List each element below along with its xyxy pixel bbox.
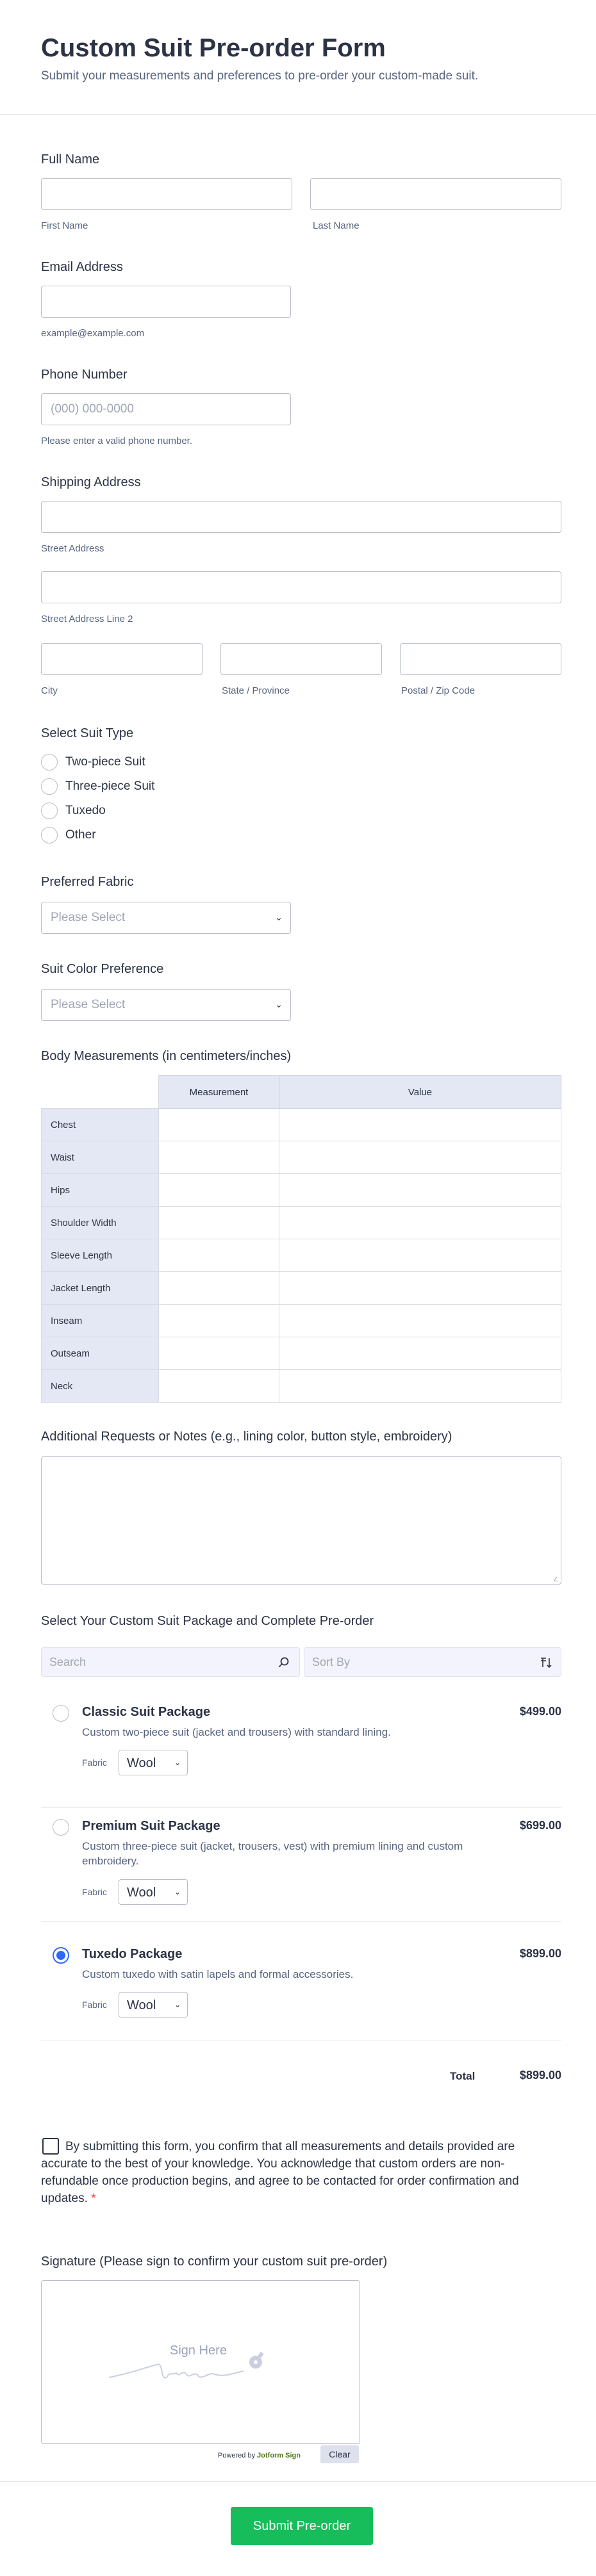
clear-signature-button[interactable]: Clear	[320, 2445, 359, 2463]
package-item-tuxedo[interactable]	[41, 1943, 561, 2039]
phone-label: Phone Number	[41, 368, 128, 382]
divider	[41, 1807, 561, 1808]
product-search-input[interactable]	[41, 1647, 300, 1677]
measurements-table	[41, 1075, 561, 1403]
form-header	[0, 0, 596, 115]
package-price: $499.00	[519, 1705, 561, 1718]
table-row	[42, 1207, 561, 1239]
consent-text: By submitting this form, you confirm that all measurements and details provided are accurate to the best of your knowledge. You acknowledge that custom orders are non-refundable once production begins, and agree to be contacted for order confirmation and updates.	[41, 2140, 519, 2205]
suit-type-option-tuxedo[interactable]	[41, 801, 106, 820]
suit-type-option-two-piece[interactable]	[41, 753, 145, 772]
email-label: Email Address	[41, 260, 123, 274]
street2-input[interactable]	[41, 571, 561, 603]
row-header-outseam: Outseam	[42, 1337, 159, 1370]
sort-by-select[interactable]	[304, 1647, 561, 1677]
first-name-input[interactable]	[41, 178, 292, 210]
city-sublabel: City	[41, 685, 58, 696]
package-option-label: Fabric	[82, 1757, 107, 1768]
row-header-hips: Hips	[42, 1174, 159, 1207]
last-name-input[interactable]	[310, 178, 561, 210]
address-label: Shipping Address	[41, 475, 141, 489]
radio-circle[interactable]	[41, 827, 58, 844]
package-item-premium[interactable]	[41, 1815, 561, 1918]
table-row	[42, 1370, 561, 1403]
sort-icon[interactable]	[539, 1656, 553, 1670]
consent-text-block	[41, 2138, 554, 2207]
value-cell[interactable]	[279, 1305, 561, 1337]
package-option-label: Fabric	[82, 2000, 107, 2010]
fabric-select[interactable]	[41, 902, 291, 934]
value-cell[interactable]	[279, 1239, 561, 1272]
street-sublabel: Street Address	[41, 543, 104, 554]
last-name-sublabel: Last Name	[313, 220, 360, 231]
package-fabric-select[interactable]	[119, 1992, 188, 2018]
packages-label: Select Your Custom Suit Package and Complete Pre-order	[41, 1614, 374, 1628]
zip-sublabel: Postal / Zip Code	[401, 685, 476, 696]
package-price: $699.00	[519, 1819, 561, 1832]
form-subtitle: Submit your measurements and preferences to pre-order your custom-made suit.	[41, 69, 479, 83]
package-radio[interactable]	[53, 1819, 69, 1836]
fabric-value: Wool	[127, 1886, 156, 1900]
package-description: Custom three-piece suit (jacket, trousers, vest) with premium lining and custom embroidery.	[82, 1840, 463, 1867]
first-name-sublabel: First Name	[41, 220, 88, 231]
email-input[interactable]	[41, 286, 291, 318]
color-select[interactable]	[41, 989, 291, 1021]
powered-brand[interactable]: Jotform Sign	[257, 2452, 301, 2459]
measurement-cell[interactable]	[159, 1141, 279, 1174]
city-input[interactable]	[41, 643, 203, 675]
row-header-jacket-length: Jacket Length	[42, 1272, 159, 1305]
measurement-cell[interactable]	[159, 1239, 279, 1272]
chevron-down-icon: ⌄	[275, 912, 283, 922]
footer-divider	[0, 2481, 596, 2482]
sort-placeholder: Sort By	[312, 1656, 351, 1668]
radio-circle[interactable]	[41, 754, 58, 770]
suit-type-option-three-piece[interactable]	[41, 777, 154, 796]
table-row	[42, 1337, 561, 1370]
table-row	[42, 1109, 561, 1141]
package-title: Classic Suit Package	[82, 1705, 211, 1719]
measurement-cell[interactable]	[159, 1337, 279, 1370]
total-label: Total	[450, 2070, 476, 2082]
package-item-classic[interactable]	[41, 1701, 561, 1797]
chevron-down-icon: ⌄	[174, 2000, 181, 2009]
package-description: Custom two-piece suit (jacket and trousers) with standard lining.	[82, 1726, 391, 1738]
suit-type-label: Select Suit Type	[41, 726, 134, 740]
signature-pad[interactable]	[41, 2280, 360, 2444]
phone-placeholder: (000) 000-0000	[51, 402, 134, 416]
value-cell[interactable]	[279, 1370, 561, 1403]
value-cell[interactable]	[279, 1174, 561, 1207]
street-input[interactable]	[41, 501, 561, 533]
radio-circle[interactable]	[41, 778, 58, 795]
row-header-waist: Waist	[42, 1141, 159, 1174]
package-fabric-select[interactable]	[119, 1750, 188, 1775]
value-cell[interactable]	[279, 1109, 561, 1141]
sign-here-hint: Sign Here	[170, 2344, 227, 2358]
suit-type-option-other[interactable]	[41, 826, 96, 845]
table-row	[42, 1174, 561, 1207]
radio-circle[interactable]	[41, 803, 58, 819]
measurements-label: Body Measurements (in centimeters/inches)	[41, 1049, 292, 1063]
divider	[41, 1921, 561, 1922]
package-price: $899.00	[519, 1947, 561, 1960]
radio-label: Other	[65, 828, 96, 842]
value-cell[interactable]	[279, 1337, 561, 1370]
phone-input[interactable]	[41, 393, 291, 425]
value-cell[interactable]	[279, 1207, 561, 1239]
measurement-cell[interactable]	[159, 1272, 279, 1305]
package-title: Premium Suit Package	[82, 1819, 220, 1833]
powered-prefix: Powered by	[218, 2452, 256, 2459]
chevron-down-icon: ⌄	[174, 1758, 181, 1767]
fabric-placeholder: Please Select	[51, 911, 126, 924]
notes-textarea[interactable]	[41, 1456, 561, 1585]
powered-by-text	[218, 2452, 301, 2459]
row-header-shoulder-width: Shoulder Width	[42, 1207, 159, 1239]
table-row	[42, 1305, 561, 1337]
package-option-label: Fabric	[82, 1887, 107, 1897]
table-row	[42, 1141, 561, 1174]
value-cell[interactable]	[279, 1272, 561, 1305]
required-asterisk: *	[91, 2192, 96, 2205]
color-placeholder: Please Select	[51, 998, 126, 1011]
table-corner	[42, 1076, 159, 1109]
chevron-down-icon: ⌄	[174, 1887, 181, 1896]
signature-scribble-icon	[106, 2342, 298, 2387]
measurement-cell[interactable]	[159, 1305, 279, 1337]
total-value: $899.00	[519, 2069, 561, 2082]
form-title: Custom Suit Pre-order Form	[41, 34, 386, 62]
package-description: Custom tuxedo with satin lapels and formal accessories.	[82, 1968, 354, 1980]
measurement-cell[interactable]	[159, 1207, 279, 1239]
email-sublabel: example@example.com	[41, 328, 145, 339]
radio-label: Three-piece Suit	[65, 779, 155, 793]
radio-label: Tuxedo	[65, 804, 106, 817]
row-header-neck: Neck	[42, 1370, 159, 1403]
package-fabric-select[interactable]	[119, 1879, 188, 1905]
column-header-measurement: Measurement	[159, 1076, 279, 1109]
chevron-down-icon: ⌄	[275, 999, 283, 1009]
submit-button[interactable]: Submit Pre-order	[231, 2507, 373, 2545]
state-sublabel: State / Province	[222, 685, 290, 696]
fabric-value: Wool	[127, 1756, 156, 1770]
search-icon[interactable]	[277, 1656, 290, 1669]
fabric-value: Wool	[127, 1998, 156, 2012]
notes-label: Additional Requests or Notes (e.g., lining color, button style, embroidery)	[41, 1430, 452, 1444]
table-row	[42, 1239, 561, 1272]
search-placeholder: Search	[49, 1656, 87, 1668]
package-title: Tuxedo Package	[82, 1947, 183, 1961]
package-radio[interactable]	[53, 1705, 69, 1722]
package-radio-selected[interactable]	[53, 1947, 69, 1964]
row-header-chest: Chest	[42, 1109, 159, 1141]
radio-label: Two-piece Suit	[65, 755, 145, 769]
value-cell[interactable]	[279, 1141, 561, 1174]
street2-sublabel: Street Address Line 2	[41, 614, 133, 624]
phone-sublabel: Please enter a valid phone number.	[41, 436, 192, 446]
state-input[interactable]	[220, 643, 382, 675]
color-label: Suit Color Preference	[41, 962, 164, 976]
signature-label: Signature (Please sign to confirm your custom suit pre-order)	[41, 2254, 388, 2269]
measurement-cell[interactable]	[159, 1109, 279, 1141]
full-name-label: Full Name	[41, 152, 100, 167]
measurement-cell[interactable]	[159, 1174, 279, 1207]
resize-handle-icon[interactable]: ∠	[553, 1576, 559, 1583]
fabric-label: Preferred Fabric	[41, 875, 134, 889]
measurement-cell[interactable]	[159, 1370, 279, 1403]
column-header-value: Value	[279, 1076, 561, 1109]
zip-input[interactable]	[400, 643, 561, 675]
table-row	[42, 1272, 561, 1305]
row-header-sleeve-length: Sleeve Length	[42, 1239, 159, 1272]
row-header-inseam: Inseam	[42, 1305, 159, 1337]
